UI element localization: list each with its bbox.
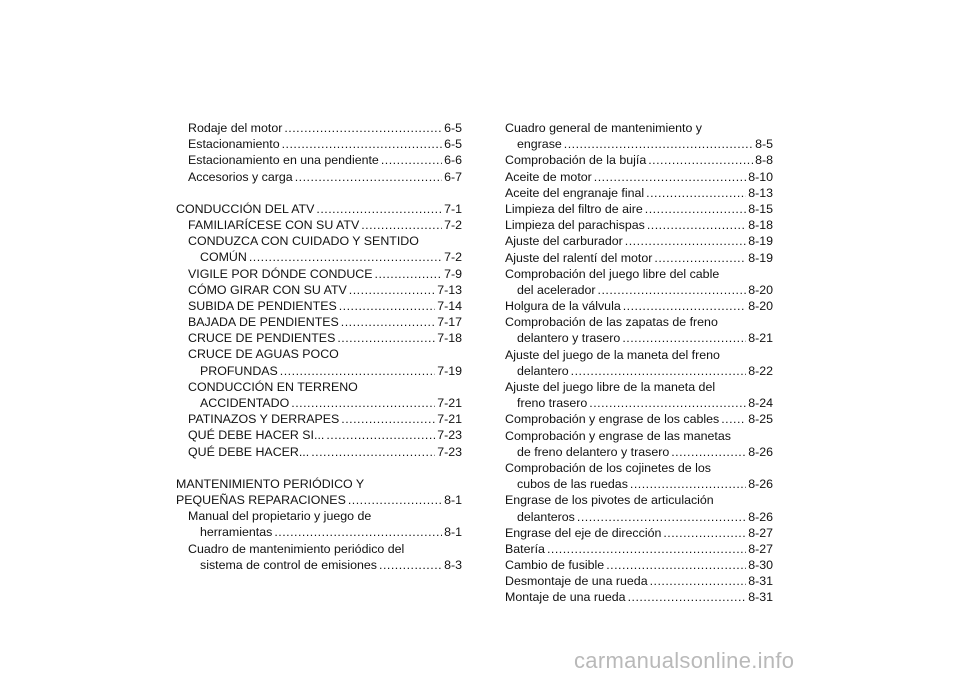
toc-group-chapter7 (176, 217, 462, 460)
entry-title: PATINAZOS Y DERRAPES (188, 412, 340, 427)
toc-entry[interactable] (505, 589, 773, 605)
page-number: 7-2 (444, 250, 462, 265)
dot-leader (337, 330, 435, 346)
toc-entry[interactable] (176, 152, 462, 168)
toc-entry[interactable] (176, 427, 462, 443)
page-number: 8-19 (748, 234, 773, 249)
toc-entry[interactable] (505, 428, 773, 460)
toc-entry[interactable] (505, 492, 773, 524)
entry-title: CONDUZCA CON CUIDADO Y SENTIDO (188, 234, 419, 249)
dot-leader (648, 152, 753, 168)
entry-title: Comprobación de los cojinetes de los (505, 460, 711, 475)
page-number: 8-1 (444, 525, 462, 540)
entry-title: Estacionamiento en una pendiente (188, 153, 379, 168)
page-number: 8-24 (748, 396, 773, 411)
dot-leader (341, 314, 435, 330)
dot-leader (291, 395, 435, 411)
dot-leader (295, 169, 442, 185)
toc-entry[interactable] (505, 314, 773, 346)
entry-title: CONDUCCIÓN EN TERRENO (188, 379, 358, 394)
page-number: 8-8 (755, 153, 773, 168)
toc-entry[interactable] (505, 298, 773, 314)
entry-title: Cuadro de mantenimiento periódico del (188, 541, 405, 556)
entry-title: delantero (517, 363, 569, 378)
toc-chapter-8[interactable] (176, 476, 462, 508)
toc-entry[interactable] (505, 347, 773, 379)
page-number: 8-13 (748, 185, 773, 200)
dot-leader (379, 557, 442, 573)
toc-entry[interactable] (505, 379, 773, 411)
page-number: 7-21 (437, 412, 462, 427)
dot-leader (623, 298, 746, 314)
entry-title: Ajuste del juego de la maneta del freno (505, 347, 720, 362)
dot-leader (646, 185, 746, 201)
dot-leader (647, 217, 746, 233)
toc-entry[interactable] (505, 460, 773, 492)
dot-leader (606, 557, 746, 573)
dot-leader (341, 411, 435, 427)
toc-entry[interactable] (505, 250, 773, 266)
dot-leader (589, 395, 746, 411)
dot-leader (654, 250, 746, 266)
toc-entry[interactable] (505, 525, 773, 541)
entry-title: VIGILE POR DÓNDE CONDUCE (188, 266, 373, 281)
dot-leader (721, 411, 746, 427)
page-number: 8-22 (748, 363, 773, 378)
page-number: 6-7 (444, 169, 462, 184)
entry-title: de freno delantero y trasero (517, 444, 670, 459)
entry-title: engrase (517, 137, 562, 152)
entry-title: Montaje de una rueda (505, 590, 626, 605)
dot-leader (339, 298, 435, 314)
toc-entry[interactable] (505, 541, 773, 557)
toc-entry[interactable] (505, 169, 773, 185)
entry-title: cubos de las ruedas (517, 477, 628, 492)
dot-leader (625, 233, 746, 249)
dot-leader (280, 363, 435, 379)
toc-entry[interactable] (176, 314, 462, 330)
toc-group-chapter6 (176, 120, 462, 185)
entry-title: PROFUNDAS (200, 363, 278, 378)
chapter-title-line2: PEQUEÑAS REPARACIONES (176, 492, 346, 507)
toc-left-column (176, 120, 462, 573)
page-number: 7-1 (444, 201, 462, 216)
toc-entry[interactable] (505, 411, 773, 427)
entry-title: Engrase de los pivotes de articulación (505, 493, 714, 508)
dot-leader (594, 169, 746, 185)
toc-entry[interactable] (505, 573, 773, 589)
toc-entry[interactable] (176, 136, 462, 152)
entry-title: Comprobación de la bujía (505, 153, 647, 168)
dot-leader (311, 444, 435, 460)
toc-entry[interactable] (505, 217, 773, 233)
dot-leader (571, 363, 747, 379)
page-number: 7-13 (437, 282, 462, 297)
toc-entry[interactable] (176, 298, 462, 314)
dot-leader (564, 136, 753, 152)
entry-title: del acelerador (517, 282, 596, 297)
dot-leader (284, 120, 442, 136)
dot-leader (249, 249, 442, 265)
dot-leader (645, 201, 746, 217)
watermark: carmanualsonline.info (574, 648, 795, 673)
entry-title: Limpieza del filtro de aire (505, 201, 643, 216)
toc-entry[interactable] (176, 444, 462, 460)
page-number: 7-23 (437, 428, 462, 443)
toc-entry[interactable] (176, 266, 462, 282)
dot-leader (598, 282, 747, 298)
toc-entry[interactable] (505, 185, 773, 201)
page-number: 8-20 (748, 282, 773, 297)
entry-title: Aceite de motor (505, 169, 592, 184)
entry-title: sistema de control de emisiones (200, 557, 377, 572)
page-number: 8-31 (748, 590, 773, 605)
entry-title: Estacionamiento (188, 137, 280, 152)
entry-title: Cambio de fusible (505, 558, 605, 573)
page-number: 7-19 (437, 363, 462, 378)
entry-title: BAJADA DE PENDIENTES (188, 315, 339, 330)
page-number: 8-26 (748, 444, 773, 459)
entry-title: CRUCE DE PENDIENTES (188, 331, 336, 346)
toc-entry[interactable] (505, 120, 773, 152)
entry-title: Engrase del eje de dirección (505, 525, 662, 540)
entry-title: delantero y trasero (517, 331, 621, 346)
entry-title: FAMILIARÍCESE CON SU ATV (188, 217, 360, 232)
dot-leader (316, 201, 442, 217)
page-number: 8-25 (748, 412, 773, 427)
toc-entry[interactable] (176, 233, 462, 265)
dot-leader (577, 509, 746, 525)
dot-leader (547, 541, 746, 557)
page-number: 6-5 (444, 121, 462, 135)
entry-title: Ajuste del carburador (505, 234, 623, 249)
toc-entry[interactable] (176, 217, 462, 233)
entry-title: Limpieza del parachispas (505, 218, 645, 233)
dot-leader (348, 492, 442, 508)
page-number: 8-15 (748, 201, 773, 216)
entry-title: Batería (505, 541, 545, 556)
page-number: 7-21 (437, 396, 462, 410)
entry-title: Aceite del engranaje final (505, 185, 645, 200)
entry-title: Manual del propietario y juego de (188, 509, 372, 524)
entry-title: Ajuste del juego libre de la maneta del (505, 380, 716, 394)
page-number: 7-23 (437, 444, 462, 459)
toc-entry[interactable] (505, 201, 773, 217)
entry-title: Comprobación y engrase de los cables (505, 412, 720, 427)
entry-title: Comprobación de las zapatas de freno (505, 315, 718, 330)
entry-title: Comprobación y engrase de las manetas (505, 428, 731, 443)
page-number: 8-1 (444, 492, 462, 507)
dot-leader (282, 136, 442, 152)
dot-leader (375, 266, 443, 282)
toc-entry[interactable] (176, 346, 462, 378)
dot-leader (628, 589, 747, 605)
entry-title: Cuadro general de mantenimiento y (505, 121, 702, 135)
entry-title: QUÉ DEBE HACER SI... (188, 428, 325, 443)
dot-leader (326, 427, 435, 443)
entry-title: Holgura de la válvula (505, 299, 621, 314)
toc-chapter-7[interactable] (176, 201, 462, 217)
dot-leader (349, 282, 435, 298)
entry-title: QUÉ DEBE HACER... (188, 444, 310, 459)
entry-title: CRUCE DE AGUAS POCO (188, 347, 339, 362)
page-number: 7-14 (437, 298, 462, 313)
page-number: 8-26 (748, 477, 773, 492)
dot-leader (650, 573, 747, 589)
page-number: 8-31 (748, 574, 773, 589)
page-number: 8-30 (748, 558, 773, 573)
entry-title: CÓMO GIRAR CON SU ATV (188, 282, 347, 297)
entry-title: Rodaje del motor (188, 121, 283, 135)
page-number: 7-2 (444, 217, 462, 232)
page-number: 8-26 (748, 509, 773, 524)
entry-title: freno trasero (517, 396, 588, 411)
entry-title: SUBIDA DE PENDIENTES (188, 298, 337, 313)
page-number: 8-10 (748, 169, 773, 184)
page-number: 6-6 (444, 153, 462, 168)
toc-entry[interactable] (176, 379, 462, 411)
page-number: 7-18 (437, 331, 462, 346)
dot-leader (630, 476, 746, 492)
dot-leader (381, 152, 442, 168)
toc-entry[interactable] (176, 169, 462, 185)
page-number: 7-17 (437, 315, 462, 330)
entry-title: herramientas (200, 525, 273, 540)
toc-entry[interactable] (176, 282, 462, 298)
page-number: 7-9 (444, 266, 462, 281)
entry-title: Ajuste del ralentí del motor (505, 250, 653, 265)
chapter-title: CONDUCCIÓN DEL ATV (176, 201, 315, 216)
toc-right-column (505, 120, 773, 606)
toc-entry[interactable] (176, 120, 462, 136)
toc-group-maintenance (505, 120, 773, 606)
page-number: 8-20 (748, 299, 773, 314)
entry-title: Desmontaje de una rueda (505, 574, 648, 589)
dot-leader (361, 217, 442, 233)
page-number: 8-19 (748, 250, 773, 265)
entry-title: Comprobación del juego libre del cable (505, 266, 720, 281)
page-number: 6-5 (444, 137, 462, 152)
chapter-title-line1: MANTENIMIENTO PERIÓDICO Y (176, 476, 365, 491)
toc-entry[interactable] (505, 266, 773, 298)
dot-leader (274, 524, 442, 540)
toc-entry[interactable] (505, 233, 773, 249)
toc-entry[interactable] (176, 541, 462, 573)
page-number: 8-21 (748, 331, 773, 346)
dot-leader (671, 444, 746, 460)
dot-leader (622, 330, 746, 346)
toc-entry[interactable] (176, 330, 462, 346)
toc-entry[interactable] (176, 508, 462, 540)
toc-entry[interactable] (505, 152, 773, 168)
dot-leader (663, 525, 746, 541)
toc-entry[interactable] (505, 557, 773, 573)
page-number: 8-5 (755, 137, 773, 152)
entry-title: Accesorios y carga (188, 169, 293, 184)
entry-title: delanteros (517, 509, 575, 524)
entry-title: ACCIDENTADO (200, 396, 290, 410)
toc-entry[interactable] (176, 411, 462, 427)
toc-group-chapter8 (176, 508, 462, 573)
page-number: 8-27 (748, 525, 773, 540)
page-number: 8-27 (748, 541, 773, 556)
page-number: 8-18 (748, 218, 773, 233)
page-number: 8-3 (444, 557, 462, 572)
entry-title: COMÚN (200, 250, 247, 265)
